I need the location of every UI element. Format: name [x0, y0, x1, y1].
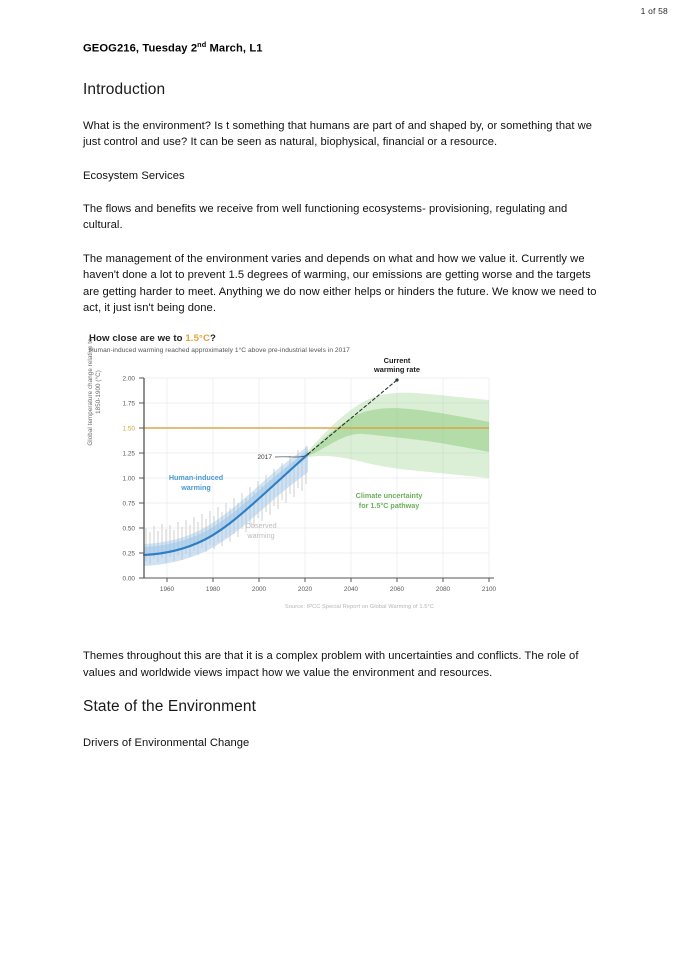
figure-warming-chart — [89, 333, 509, 634]
paragraph-environment-definition: What is the environment? Is t something that humans are part of and shaped by, or something that we just control and use? It can be seen as natural, biophysical, financial or a resource. — [83, 119, 593, 149]
x-tick-2020: 2020 — [297, 586, 313, 594]
annotation-observed-warming — [245, 521, 276, 540]
y-tick-0-75: 0.75 — [122, 500, 135, 508]
y-tick-0-50: 0.50 — [122, 525, 135, 533]
y-tick-0-00: 0.00 — [122, 575, 135, 583]
page-number: 1 of 58 — [640, 6, 668, 16]
current-warming-rate-endpoint — [395, 379, 398, 382]
annotation-climate-uncertainty-line1: Climate uncertainty — [355, 491, 423, 501]
paragraph-themes: Themes throughout this are that it is a complex problem with uncertainties and conflicts. The role of values and worldwide views impact how we value the environment and resources. — [83, 650, 579, 679]
annotation-human-induced-line1: Human-induced — [168, 473, 224, 483]
annotation-observed-line1: Observed — [245, 521, 277, 531]
x-axis-tick-labels — [160, 586, 497, 593]
x-tick-2000: 2000 — [251, 586, 267, 594]
figure-title — [89, 333, 509, 344]
subheading-ecosystem-services: Ecosystem Services — [83, 169, 185, 182]
figure-title-highlight: 1.5°C — [185, 333, 210, 345]
warming-chart-svg — [89, 356, 509, 634]
document-content — [83, 40, 603, 769]
x-tick-2100: 2100 — [481, 586, 497, 594]
y-tick-1-50: 1.50 — [122, 425, 135, 433]
figure-subtitle: Human-induced warming reached approximately 1°C above pre-industrial levels in 2017 — [89, 347, 350, 355]
course-header-prefix: GEOG216, Tuesday 2 — [83, 42, 198, 55]
heading-introduction: Introduction — [83, 80, 166, 98]
course-header-ordinal: nd — [197, 40, 207, 49]
annotation-current-warming-rate-line2: warming rate — [373, 365, 421, 375]
x-tick-2060: 2060 — [389, 586, 405, 594]
x-tick-1960: 1960 — [159, 586, 175, 594]
course-header-suffix: March, L1 — [206, 42, 263, 55]
y-tick-1-25: 1.25 — [122, 450, 135, 458]
annotation-current-warming-rate — [373, 356, 420, 374]
y-tick-1-75: 1.75 — [122, 400, 135, 408]
figure-source: Source: IPCC Special Report on Global Warming of 1.5°C — [285, 604, 434, 611]
y-tick-1-00: 1.00 — [122, 475, 135, 483]
subheading-drivers: Drivers of Environmental Change — [83, 737, 250, 750]
heading-state-of-environment: State of the Environment — [83, 698, 256, 716]
course-header — [83, 40, 603, 55]
paragraph-ecosystem-flows: The flows and benefits we receive from well functioning ecosystems- provisioning, regulating and cultural. — [83, 202, 568, 232]
y-axis-tick-labels — [123, 376, 136, 583]
annotation-climate-uncertainty — [356, 491, 423, 510]
annotation-current-warming-rate-line1: Current — [383, 356, 411, 366]
annotation-human-induced-line2: warming — [181, 483, 211, 493]
y-tick-0-25: 0.25 — [122, 550, 135, 558]
x-tick-1980: 1980 — [205, 586, 221, 594]
y-axis-ticks — [139, 378, 144, 578]
paragraph-management: The management of the environment varies and depends on what and how we value it. Currently we haven't done a lot to prevent 1.5 degrees of warming, our emissions are getting worse and the targets are getting harder to meet. Anything we do now either helps or hinders the future. We know we need to act, it just isn't being done. — [83, 252, 597, 314]
x-tick-2080: 2080 — [435, 586, 451, 594]
y-tick-2-00: 2.00 — [122, 375, 135, 383]
annotation-observed-line2: warming — [247, 531, 275, 541]
annotation-year-2017: 2017 — [257, 454, 272, 462]
x-axis-ticks — [167, 578, 489, 582]
annotation-climate-uncertainty-line2: for 1.5°C pathway — [358, 501, 420, 511]
chart-y-axis-label: Global temperature change relative to 1850-1900 (°C) — [87, 338, 102, 447]
figure-title-suffix: ? — [209, 333, 216, 345]
figure-title-prefix: How close are we to — [89, 333, 186, 345]
x-tick-2040: 2040 — [343, 586, 359, 594]
